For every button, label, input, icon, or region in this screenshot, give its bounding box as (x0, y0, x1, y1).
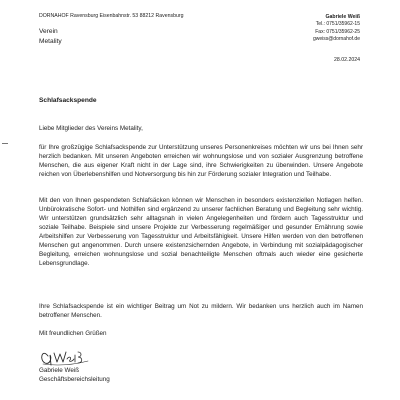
signer-block (39, 366, 110, 384)
signer-name: Gabriele Weiß (39, 367, 80, 374)
recipient-line-2: Metality (39, 38, 62, 45)
contact-block (270, 14, 360, 44)
handwritten-signature (38, 344, 98, 368)
signature-graphic (38, 344, 98, 368)
fold-mark (2, 143, 8, 144)
contact-fax: Fax: 0751/35962-25 (315, 28, 360, 35)
paragraph-3: Ihre Schlafsackspende ist ein wichtiger Beitrag um Not zu mildern. Wir bedanken uns herzlich auch im Namen betroffener Menschen. (39, 303, 363, 320)
letter-date: 28.02.2024 (334, 57, 360, 63)
letter-subject: Schlafsackspende (39, 97, 97, 104)
recipient-line-1: Verein (39, 28, 58, 35)
contact-name: Gabriele Weiß (325, 14, 360, 20)
sender-address-line: DORNAHOF Ravensburg Eisenbahnstr. 53 88212 Ravensburg (39, 13, 184, 19)
contact-email: gweiss@dornahof.de (312, 36, 360, 43)
closing-phrase: Mit freundlichen Grüßen (39, 330, 107, 337)
contact-phone: Tel.: 0751/35962-15 (315, 21, 360, 28)
paragraph-1: für Ihre großzügige Schlafsackspende zur Unterstützung unseres Personenkreises möchten wir uns bei Ihnen sehr herzlich bedanken. Mit unseren Angeboten erreichen wir wohnungslose und von sozialer Ausgrenzung betroffene Menschen, die aus eigener Kraft nicht in der Lage sind, ihre Schwierigkeiten zu überwinden. Unsere Angebote reichen von Überlebenshilfen und Notversorgung bis hin zur Förderung sozialer Integration und Teilhabe. (39, 144, 363, 179)
recipient-address (39, 27, 62, 47)
paragraph-2: Mit den von Ihnen gespendeten Schlafsäcken können wir Menschen in besonders existenziellen Notlagen helfen. Unbürokratische Sofort- und Nothilfen sind ergänzend zu unserer fachlichen Beratung und Begleitung sehr wichtig. Wir unterstützen grundsätzlich sehr alltagsnah in vielen Angelegenheiten und fördern auch Tagesstruktur und soziale Teilhabe. Beispiele sind unsere Projekte zur Verbesserung regelmäßiger und gesunder Ernährung sowie Arbeitshilfen zur Verbesserung von Tagesstruktur und Arbeitsfähigkeit. Unsere Hilfen werden von den betroffenen Menschen gut angenommen. Durch unsere existenzsichernden Angebote, in Verbindung mit sozialpädagogischer Begleitung, erreichen wohnungslose und sozial benachteiligte Menschen oftmals auch wieder eine gesicherte Lebensgrundlage. (39, 197, 363, 268)
salutation: Liebe Mitglieder des Vereins Metality, (39, 125, 143, 132)
signer-title: Geschäftsbereichsleitung (39, 376, 110, 384)
